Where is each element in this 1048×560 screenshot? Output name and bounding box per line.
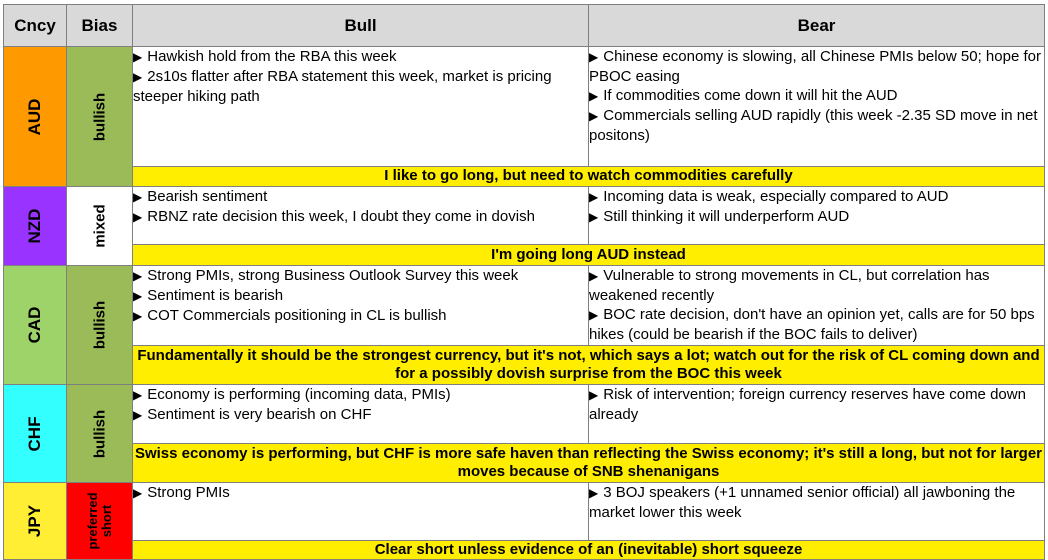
triangle-bullet-icon: ▶: [589, 388, 599, 402]
triangle-bullet-icon: ▶: [133, 269, 143, 283]
bull-points-jpy: [133, 483, 589, 541]
ccy-cell-aud: [4, 47, 67, 187]
summary-row-jpy: [4, 540, 1045, 559]
triangle-bullet-icon: ▶: [133, 388, 143, 402]
list-item: ▶ 2s10s flatter after RBA statement this week, market is pricing steeper hiking path: [133, 68, 552, 105]
ccy-cell-chf: [4, 385, 67, 483]
bear-points-chf: [589, 385, 1045, 444]
list-item: ▶ RBNZ rate decision this week, I doubt they come in dovish: [133, 208, 535, 225]
list-item: ▶ Risk of intervention; foreign currency reserves have come down already: [589, 386, 1026, 423]
ccy-label: JPY: [25, 504, 44, 538]
ccy-cell-cad: [4, 266, 67, 385]
table-row-nzd: [4, 187, 1045, 245]
summary-row-aud: [4, 166, 1045, 186]
summary-aud: I like to go long, but need to watch commodities carefully: [133, 166, 1045, 186]
bull-points-nzd: [133, 187, 589, 245]
summary-row-cad: [4, 345, 1045, 384]
bear-points-nzd: [589, 187, 1045, 245]
ccy-label: CAD: [25, 306, 44, 344]
list-item: ▶ Still thinking it will underperform AUD: [589, 208, 850, 225]
bear-points-cad: [589, 266, 1045, 346]
header-row: [4, 5, 1045, 47]
list-item: ▶ Strong PMIs, strong Business Outlook Survey this week: [133, 267, 519, 284]
bias-label: bullish: [91, 300, 108, 350]
header-ccy: Cncy: [4, 5, 67, 47]
list-item: ▶ Commercials selling AUD rapidly (this week -2.35 SD move in net positons): [589, 107, 1038, 144]
currency-bias-table: [3, 4, 1045, 560]
header-bias: Bias: [67, 5, 133, 47]
table-row-aud: [4, 47, 1045, 167]
ccy-label: CHF: [25, 416, 44, 451]
bull-points-chf: [133, 385, 589, 444]
triangle-bullet-icon: ▶: [133, 408, 143, 422]
triangle-bullet-icon: ▶: [133, 50, 143, 64]
list-item: ▶ Strong PMIs: [133, 484, 230, 501]
list-item: ▶ Hawkish hold from the RBA this week: [133, 48, 397, 65]
bias-cell-aud: [67, 47, 133, 187]
bias-cell-cad: [67, 266, 133, 385]
bias-label: bullish: [91, 409, 108, 458]
summary-chf: Swiss economy is performing, but CHF is more safe haven than reflecting the Swiss economy; it's still a long, but not for larger moves because of SNB shenanigans: [133, 443, 1045, 482]
bull-points-cad: [133, 266, 589, 346]
list-item: ▶ Vulnerable to strong movements in CL, but correlation has weakened recently: [589, 267, 990, 304]
list-item: ▶ COT Commercials positioning in CL is bullish: [133, 307, 447, 324]
ccy-cell-nzd: [4, 187, 67, 266]
triangle-bullet-icon: ▶: [589, 190, 599, 204]
summary-row-chf: [4, 443, 1045, 482]
triangle-bullet-icon: ▶: [133, 70, 143, 84]
bear-points-aud: [589, 47, 1045, 167]
triangle-bullet-icon: ▶: [589, 109, 599, 123]
bias-cell-chf: [67, 385, 133, 483]
table-row-jpy: [4, 483, 1045, 541]
triangle-bullet-icon: ▶: [589, 89, 599, 103]
header-bull: Bull: [133, 5, 589, 47]
bias-cell-jpy: [67, 483, 133, 560]
bias-label: mixed: [91, 204, 108, 248]
ccy-label: AUD: [25, 98, 44, 135]
table-row-cad: [4, 266, 1045, 346]
list-item: ▶ Sentiment is very bearish on CHF: [133, 406, 372, 423]
list-item: ▶ If commodities come down it will hit the AUD: [589, 87, 898, 104]
triangle-bullet-icon: ▶: [133, 309, 143, 323]
summary-row-nzd: [4, 245, 1045, 266]
bias-label: preferred short: [84, 492, 114, 550]
list-item: ▶ Economy is performing (incoming data, PMIs): [133, 386, 451, 403]
list-item: ▶ Sentiment is bearish: [133, 287, 284, 304]
list-item: ▶ Chinese economy is slowing, all Chinese PMIs below 50; hope for PBOC easing: [589, 48, 1041, 85]
bias-cell-nzd: [67, 187, 133, 266]
triangle-bullet-icon: ▶: [589, 308, 599, 322]
triangle-bullet-icon: ▶: [589, 269, 599, 283]
summary-cad: Fundamentally it should be the strongest currency, but it's not, which says a lot; watch out for the risk of CL coming down and for a possibly dovish surprise from the BOC this week: [133, 345, 1045, 384]
header-bear: Bear: [589, 5, 1045, 47]
list-item: ▶ 3 BOJ speakers (+1 unnamed senior official) all jawboning the market lower this week: [589, 484, 1016, 521]
triangle-bullet-icon: ▶: [589, 50, 599, 64]
triangle-bullet-icon: ▶: [589, 210, 599, 224]
triangle-bullet-icon: ▶: [133, 289, 143, 303]
summary-jpy: Clear short unless evidence of an (inevitable) short squeeze: [133, 540, 1045, 559]
triangle-bullet-icon: ▶: [133, 190, 143, 204]
bias-label: bullish: [91, 92, 108, 141]
table-row-chf: [4, 385, 1045, 444]
list-item: ▶ BOC rate decision, don't have an opinion yet, calls are for 50 bps hikes (could be bearish if the BOC fails to deliver): [589, 306, 1035, 343]
summary-nzd: I'm going long AUD instead: [133, 245, 1045, 266]
ccy-label: NZD: [25, 208, 44, 244]
list-item: ▶ Incoming data is weak, especially compared to AUD: [589, 188, 949, 205]
triangle-bullet-icon: ▶: [133, 210, 143, 224]
list-item: ▶ Bearish sentiment: [133, 188, 268, 205]
triangle-bullet-icon: ▶: [133, 486, 143, 500]
bear-points-jpy: [589, 483, 1045, 541]
ccy-cell-jpy: [4, 483, 67, 560]
bull-points-aud: [133, 47, 589, 167]
triangle-bullet-icon: ▶: [589, 486, 599, 500]
